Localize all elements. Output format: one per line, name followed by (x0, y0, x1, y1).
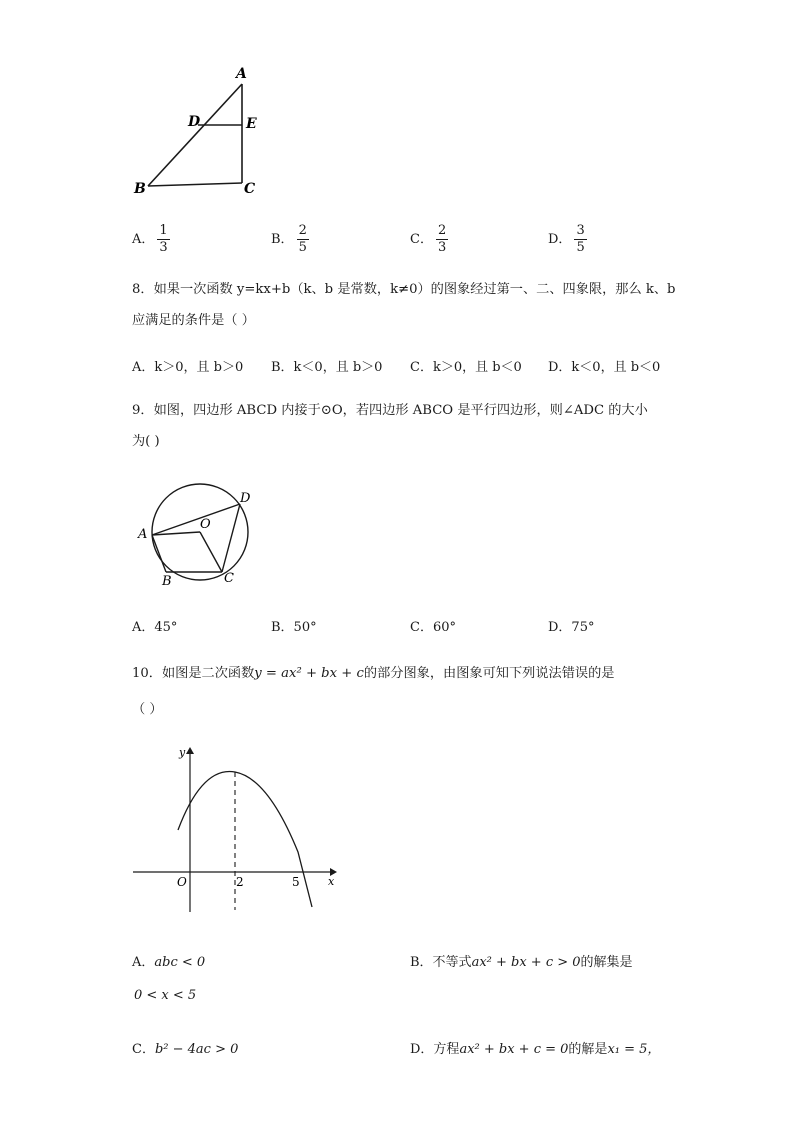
parabola-figure (130, 742, 340, 917)
label-x: x (328, 875, 335, 888)
label-e: E (246, 116, 257, 132)
label-d: D (188, 114, 201, 130)
label-d: D (240, 491, 251, 506)
q10-option-b[interactable]: B．不等式ax² + bx + c > 0的解集是 (410, 955, 633, 970)
fraction: $\frac{1}{3}$ (159, 223, 168, 255)
q7-option-b[interactable]: B． $\frac{2}{5}$ (271, 223, 307, 255)
q9-option-a[interactable]: A．45° (132, 620, 178, 635)
label-a: A (236, 66, 247, 82)
q10-formula: y = ax² + bx + c (254, 666, 364, 681)
label-c: C (224, 571, 234, 586)
label-origin: O (177, 875, 187, 889)
q7-option-a[interactable]: A． $\frac{1}{3}$ (132, 223, 168, 255)
q10-stem-line2: （ ） (132, 702, 163, 717)
side-ab (148, 84, 242, 186)
q10-option-b-solution: 0 < x < 5 (134, 988, 197, 1003)
label-b: B (162, 574, 172, 589)
label-tick-5: 5 (292, 875, 300, 889)
chord-ad (152, 504, 240, 535)
triangle-figure (128, 60, 278, 200)
segment-oc (200, 532, 222, 572)
y-axis-arrow-icon (186, 747, 194, 754)
q8-option-b[interactable]: B．k＜0，且 b＞0 (271, 360, 383, 375)
q10-stem-line1: 10．如图是二次函数y = ax² + bx + c的部分图象，由图象可知下列说法错误的是 (132, 666, 615, 681)
circle-quadrilateral-figure (130, 480, 270, 590)
label-c: C (244, 181, 256, 197)
fraction: $\frac{2}{5}$ (298, 223, 307, 255)
fraction: $\frac{2}{3}$ (437, 223, 447, 255)
q8-stem-line2: 应满足的条件是（ ） (132, 313, 255, 328)
chord-ab (152, 535, 166, 572)
q9-option-c[interactable]: C．60° (410, 620, 456, 635)
fraction: $\frac{3}{5}$ (576, 223, 585, 255)
label-b: B (134, 181, 146, 197)
q10-option-c[interactable]: C．b² − 4ac > 0 (132, 1042, 239, 1057)
q9-option-d[interactable]: D．75° (548, 620, 595, 635)
label-a: A (138, 527, 148, 542)
q9-option-b[interactable]: B．50° (271, 620, 317, 635)
q10-option-a[interactable]: A．abc < 0 (132, 955, 206, 970)
q8-option-a[interactable]: A．k＞0，且 b＞0 (132, 360, 244, 375)
q9-stem-line1: 9．如图，四边形 ABCD 内接于⊙O，若四边形 ABCO 是平行四边形，则∠ADC 的大小 (132, 403, 648, 418)
q8-option-d[interactable]: D．k＜0，且 b＜0 (548, 360, 661, 375)
q7-option-c[interactable]: C． $\frac{2}{3}$ (410, 223, 447, 255)
q8-stem-line1: 8．如果一次函数 y=kx+b（k、b 是常数，k≠0）的图象经过第一、二、四象限，那么 k、b (132, 282, 676, 297)
label-o: O (200, 517, 211, 532)
q8-option-c[interactable]: C．k＞0，且 b＜0 (410, 360, 522, 375)
label-tick-2: 2 (236, 875, 244, 889)
q7-option-d[interactable]: D． $\frac{3}{5}$ (548, 223, 585, 255)
side-bc (148, 183, 242, 186)
q9-stem-line2: 为( ) (132, 434, 160, 449)
label-y: y (179, 746, 186, 759)
q10-option-d[interactable]: D．方程ax² + bx + c = 0的解是x₁ = 5， (410, 1042, 661, 1057)
